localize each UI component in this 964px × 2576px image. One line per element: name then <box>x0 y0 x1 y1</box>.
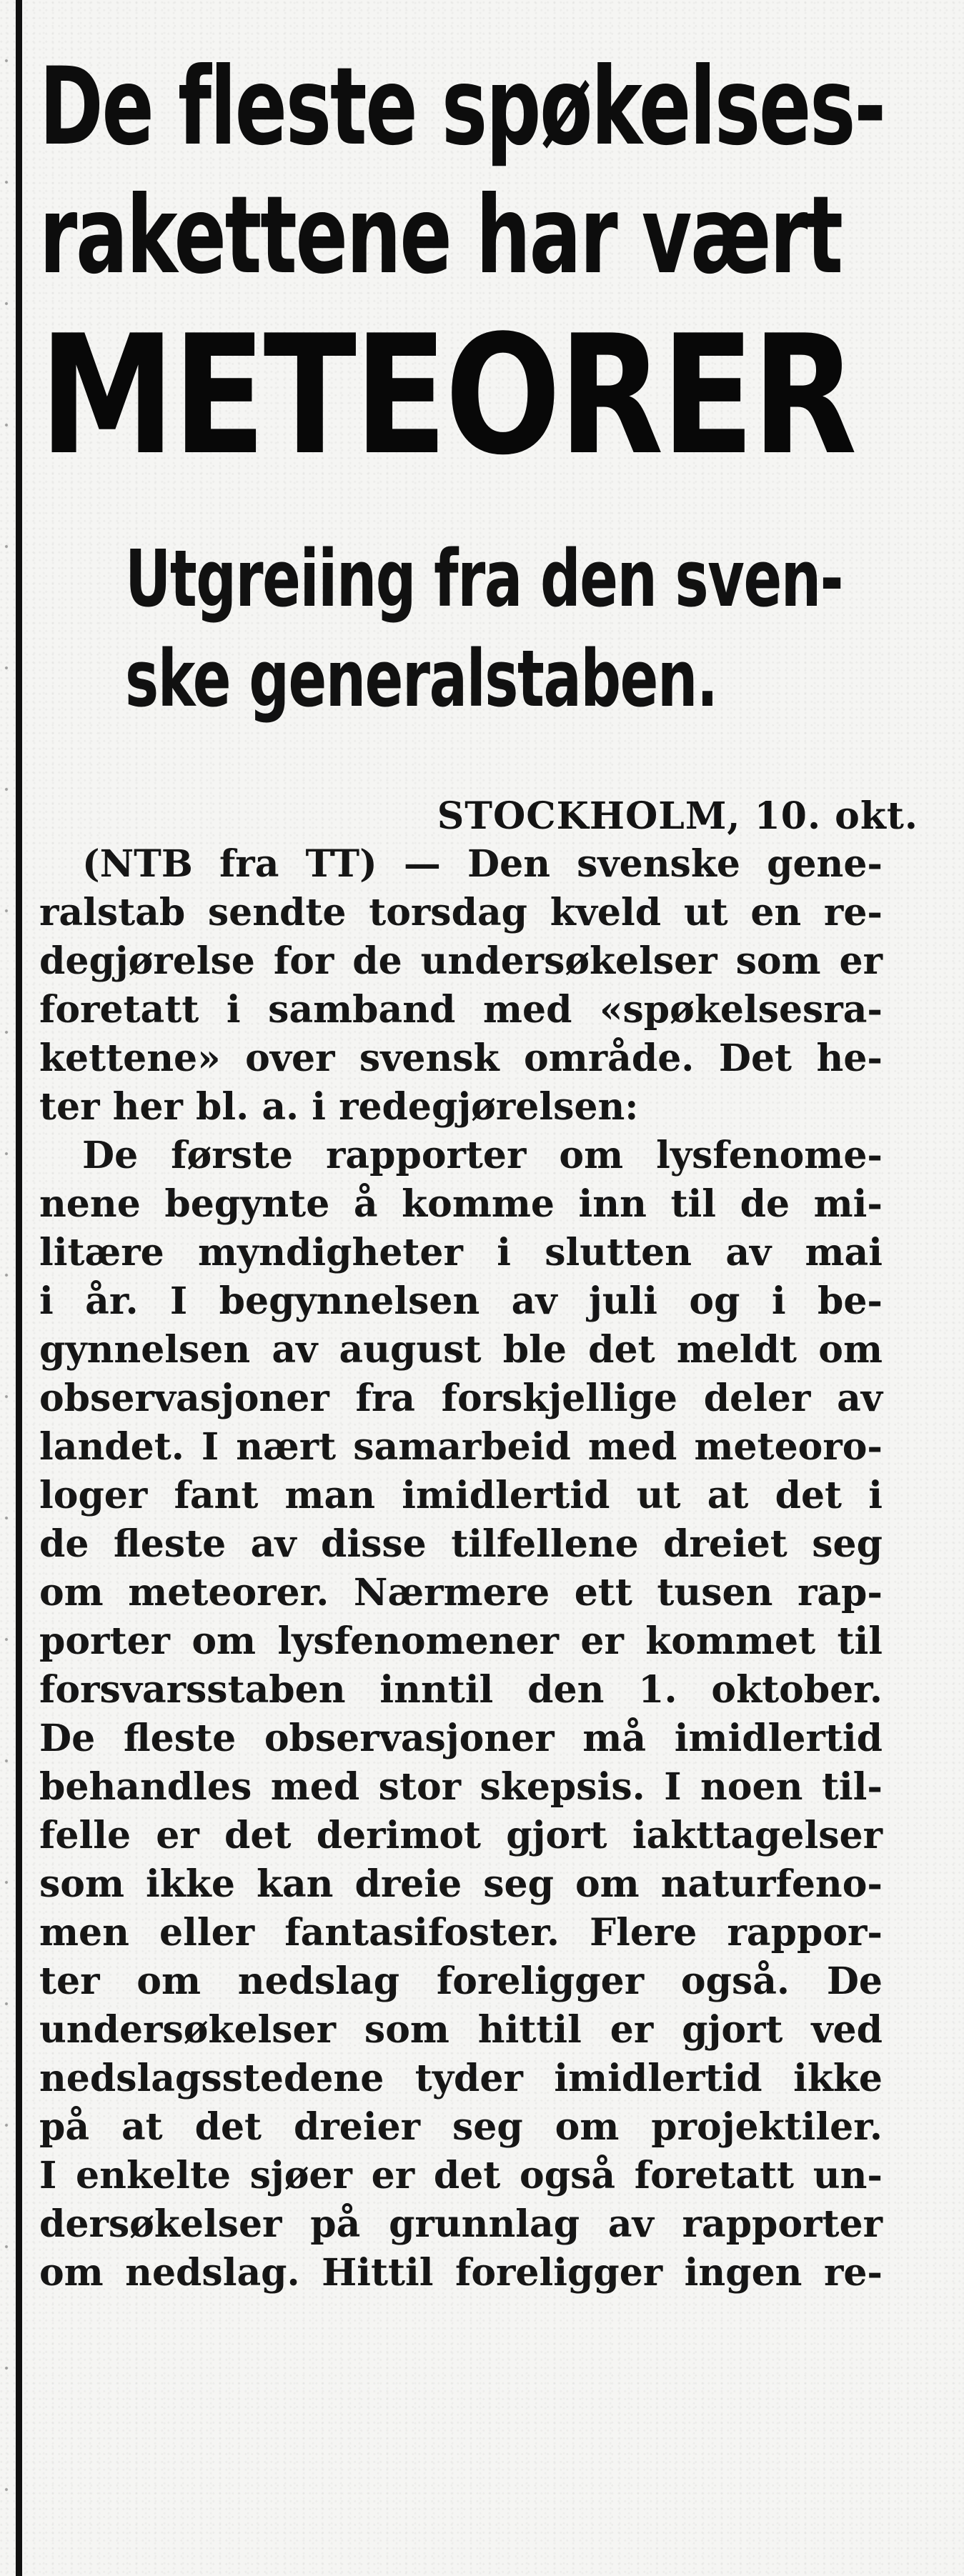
body-line: observasjoner fra forskjellige deler av <box>39 1377 883 1420</box>
body-line: som ikke kan dreie seg om naturfeno- <box>39 1862 883 1906</box>
body-line: felle er det derimot gjort iakttagelser <box>39 1814 883 1857</box>
body-line: kettene» over svensk område. Det he- <box>39 1037 883 1080</box>
body-line: ter om nedslag foreligger også. De <box>39 1960 883 2003</box>
body-line: men eller fantasifoster. Flere rappor- <box>39 1911 883 1955</box>
headline-line-2: rakettene har vært <box>39 174 842 298</box>
body-line: De første rapporter om lysfenome- <box>82 1134 883 1177</box>
subheadline-line-1: Utgreiing fra den sven- <box>125 533 843 624</box>
margin-speckle <box>0 0 14 2576</box>
body-line: nedslagsstedene tyder imidlertid ikke <box>39 2057 883 2100</box>
body-line: loger fant man imidlertid ut at det i <box>39 1474 883 1517</box>
subheadline-line-2: ske generalstaben. <box>125 633 717 724</box>
body-line: nene begynte å komme inn til de mi- <box>39 1182 883 1226</box>
body-line: ter her bl. a. i redegjørelsen: <box>39 1085 639 1129</box>
body-line: de fleste av disse tilfellene dreiet seg <box>39 1522 883 1566</box>
body-line: om meteorer. Nærmere ett tusen rap- <box>39 1571 883 1614</box>
subheadline <box>125 529 948 729</box>
article <box>39 43 933 2297</box>
headline <box>39 43 930 300</box>
body-line: forsvarsstaben inntil den 1. oktober. <box>39 1668 883 1712</box>
column-rule <box>16 0 22 2576</box>
body-line: degjørelse for de undersøkelser som er <box>39 939 883 983</box>
headline-keyword: METEORER <box>39 301 855 491</box>
dateline: STOCKHOLM, 10. okt. <box>437 794 918 838</box>
body-line: behandles med stor skepsis. I noen til- <box>39 1765 883 1809</box>
body-line: på at det dreier seg om projektiler. <box>39 2105 883 2149</box>
body-line: porter om lysfenomener er kommet til <box>39 1619 883 1663</box>
body-line: gynnelsen av august ble det meldt om <box>39 1328 883 1372</box>
body-line: litære myndigheter i slutten av mai <box>39 1231 883 1274</box>
body-line: I enkelte sjøer er det også foretatt un- <box>39 2154 883 2197</box>
headline-line-1: De fleste spøkelses- <box>39 45 885 169</box>
body-line: ralstab sendte torsdag kveld ut en re- <box>39 891 883 934</box>
body-line: De fleste observasjoner må imidlertid <box>39 1717 883 1760</box>
body-line: (NTB fra TT) — Den svenske gene- <box>82 842 883 886</box>
body-line: dersøkelser på grunnlag av rapporter <box>39 2202 883 2246</box>
body-line: undersøkelser som hittil er gjort ved <box>39 2008 883 2052</box>
body-line: foretatt i samband med «spøkelsesra- <box>39 988 883 1032</box>
article-body <box>39 840 933 2297</box>
body-line: landet. I nært samarbeid med meteoro- <box>39 1425 883 1469</box>
body-line: om nedslag. Hittil foreligger ingen re- <box>39 2251 883 2295</box>
body-line: i år. I begynnelsen av juli og i be- <box>39 1279 883 1323</box>
